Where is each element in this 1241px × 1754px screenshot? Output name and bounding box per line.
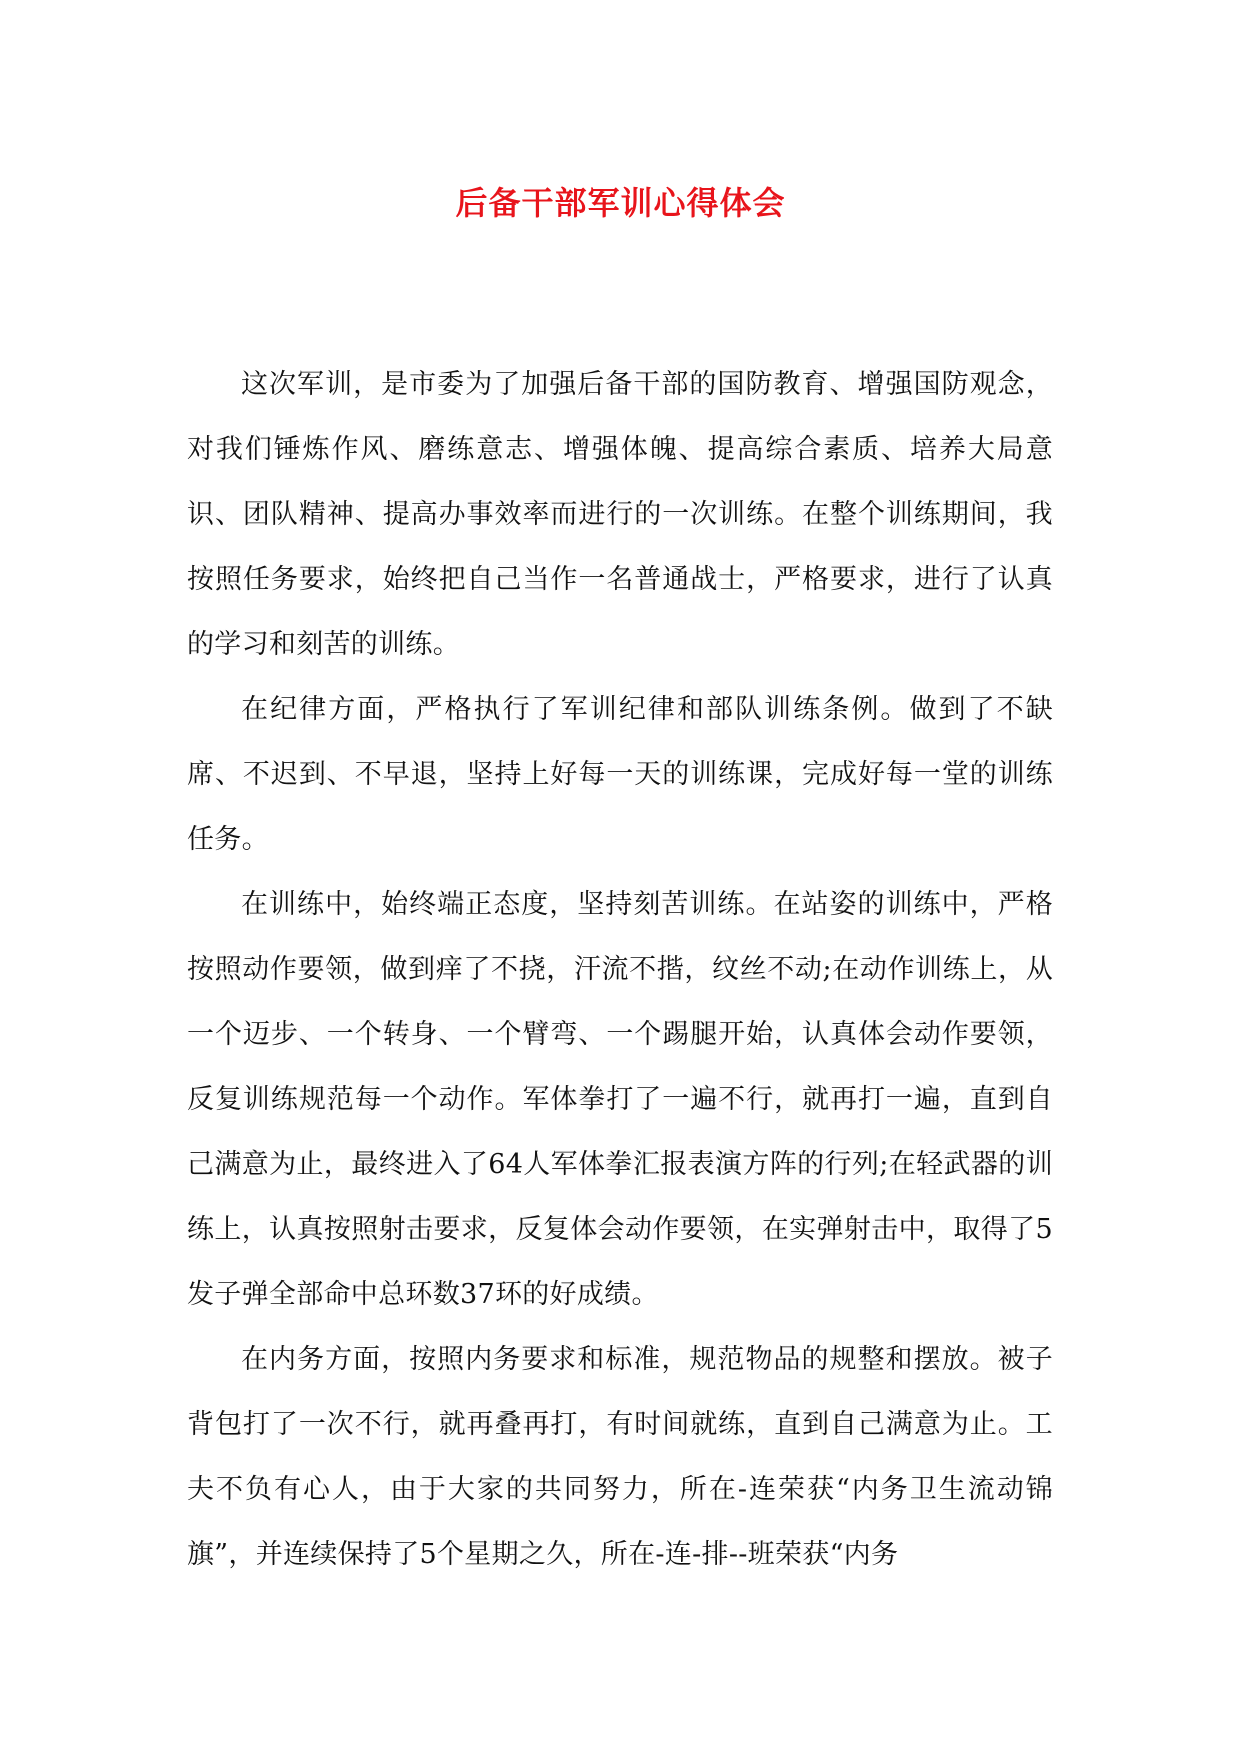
document-body — [187, 352, 1053, 1587]
paragraph-2: 在纪律方面，严格执行了军训纪律和部队训练条例。做到了不缺席、不迟到、不早退，坚持上好每一天的训练课，完成好每一堂的训练任务。 — [187, 694, 1053, 855]
document-title: 后备干部军训心得体会 — [455, 184, 786, 223]
paragraph-1: 这次军训，是市委为了加强后备干部的国防教育、增强国防观念，对我们锤炼作风、磨练意志、增强体魄、提高综合素质、培养大局意识、团队精神、提高办事效率而进行的一次训练。在整个训练期间，我按照任务要求，始终把自己当作一名普通战士，严格要求，进行了认真的学习和刻苦的训练。 — [187, 369, 1053, 660]
paragraph-3: 在训练中，始终端正态度，坚持刻苦训练。在站姿的训练中，严格按照动作要领，做到痒了不挠，汗流不揩，纹丝不动;在动作训练上，从一个迈步、一个转身、一个臂弯、一个踢腿开始，认真体会动作要领，反复训练规范每一个动作。军体拳打了一遍不行，就再打一遍，直到自己满意为止，最终进入了64人军体拳汇报表演方阵的行列;在轻武器的训练上，认真按照射击要求，反复体会动作要领，在实弹射击中，取得了5发子弹全部命中总环数37环的好成绩。 — [187, 889, 1053, 1310]
paragraph-4: 在内务方面，按照内务要求和标准，规范物品的规整和摆放。被子背包打了一次不行，就再叠再打，有时间就练，直到自己满意为止。工夫不负有心人，由于大家的共同努力，所在-连荣获“内务卫生流动锦旗”，并连续保持了5个星期之久，所在-连-排--班荣获“内务 — [187, 1344, 1053, 1570]
